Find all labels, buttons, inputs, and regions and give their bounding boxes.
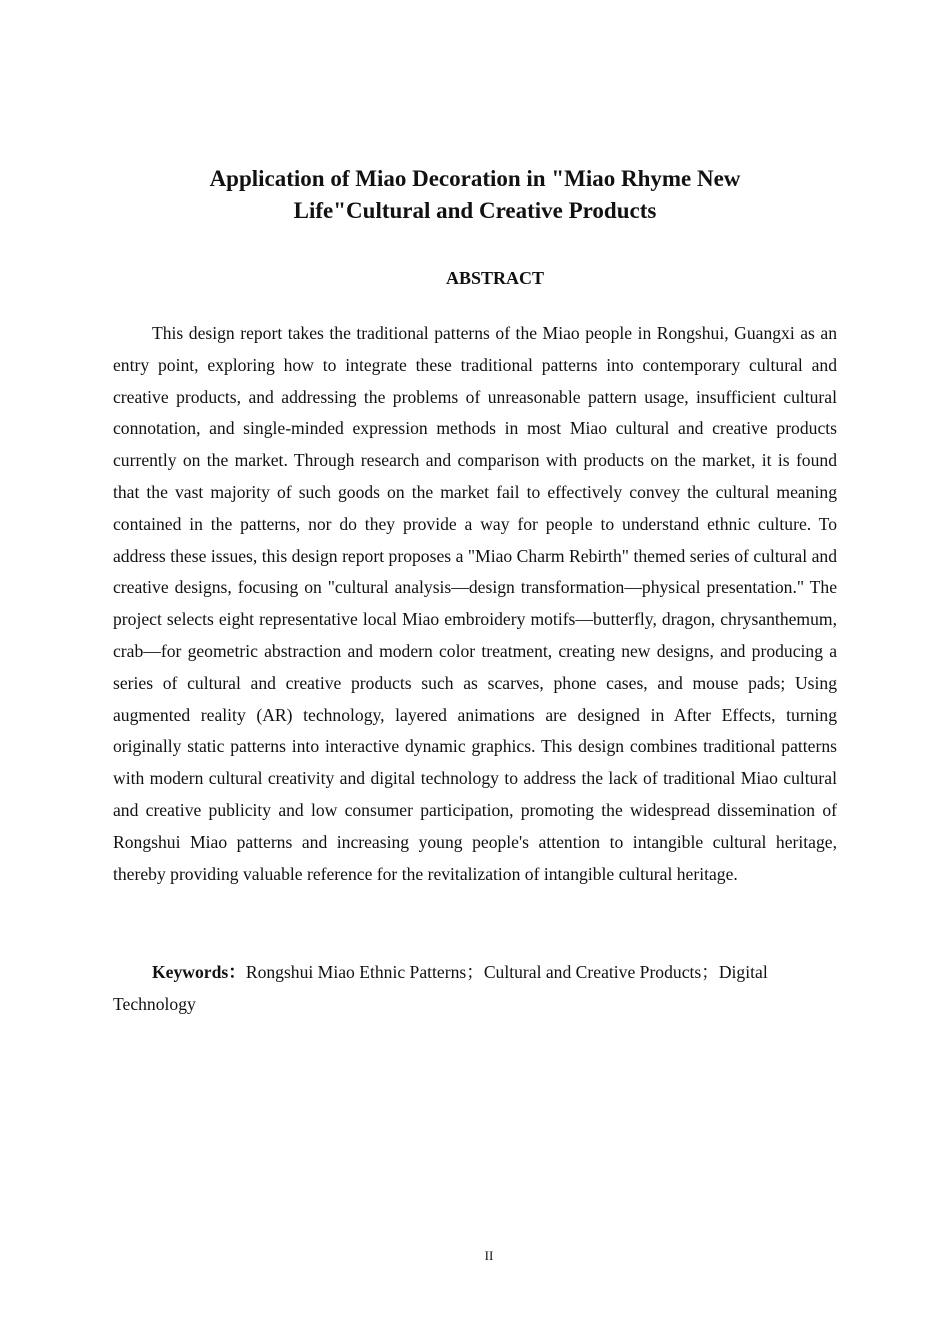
title-line-1: Application of Miao Decoration in "Miao Rhyme New <box>209 166 741 191</box>
title-line-2: Life"Cultural and Creative Products <box>293 198 657 223</box>
keywords-label: Keywords： <box>152 962 246 982</box>
abstract-paragraph: This design report takes the traditional patterns of the Miao people in Rongshui, Guangxi as an entry point, exploring how to integrate these traditional patterns into contemporary cultural and creative products, and addressing the problems of unreasonable pattern usage, insufficient cultural connotation, and single-minded expression methods in most Miao cultural and creative products currently on the market. Through research and comparison with products on the market, it is found that the vast majority of such goods on the market fail to effectively convey the cultural meaning contained in the patterns, nor do they provide a way for people to understand ethnic culture. To address these issues, this design report proposes a "Miao Charm Rebirth" themed series of cultural and creative designs, focusing on "cultural analysis—design transformation—physical presentation." The project selects eight representative local Miao embroidery motifs—butterfly, dragon, chrysanthemum, crab—for geometric abstraction and modern color treatment, creating new designs, and producing a series of cultural and creative products such as scarves, phone cases, and mouse pads; Using augmented reality (AR) technology, layered animations are designed in After Effects, turning originally static patterns into interactive dynamic graphics. This design combines traditional patterns with modern cultural creativity and digital technology to address the lack of traditional Miao cultural and creative publicity and low consumer participation, promoting the widespread dissemination of Rongshui Miao patterns and increasing young people's attention to intangible cultural heritage, thereby providing valuable reference for the revitalization of intangible cultural heritage. <box>113 323 837 884</box>
keywords-paragraph <box>113 956 837 1020</box>
abstract-heading: ABSTRACT <box>445 268 545 288</box>
document-title <box>113 163 837 227</box>
page-number: II <box>484 1248 494 1263</box>
keywords-list: Rongshui Miao Ethnic Patterns；Cultural and Creative Products；Digital Technology <box>113 962 768 1014</box>
